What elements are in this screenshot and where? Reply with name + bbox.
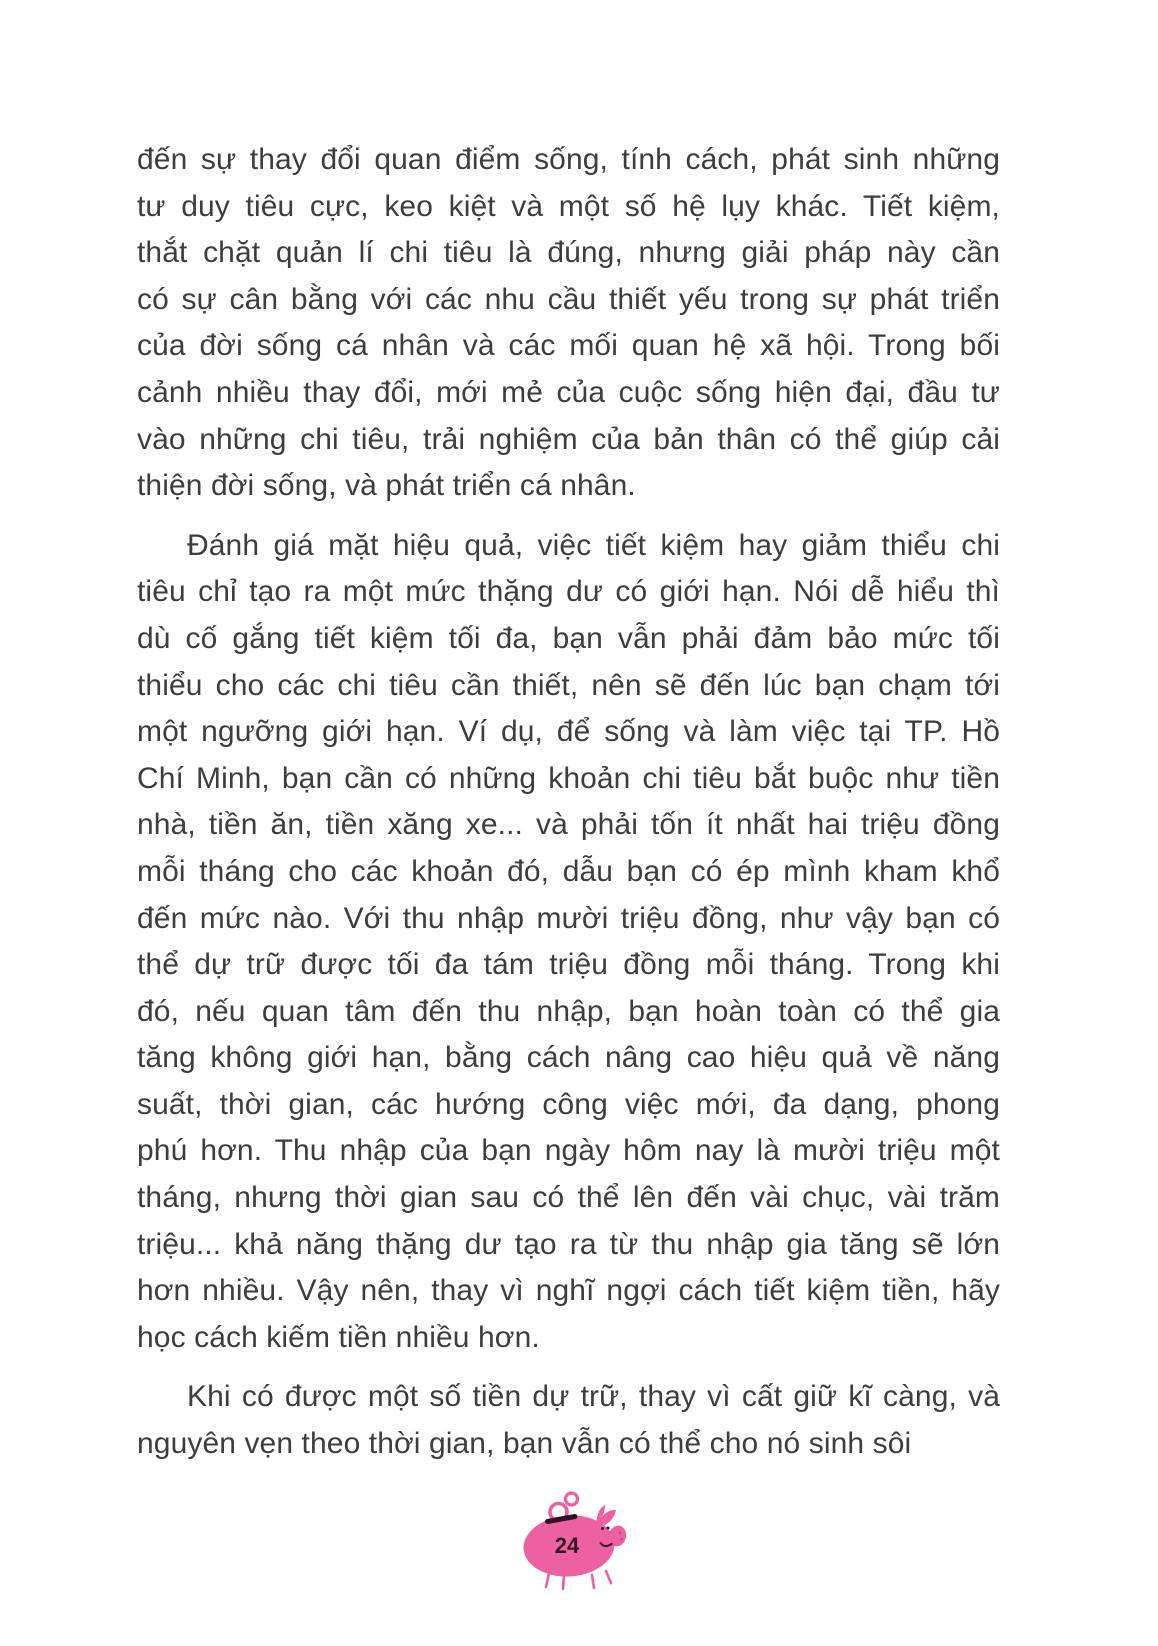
text-line: học cách kiếm tiền nhiều hơn. xyxy=(137,1320,540,1354)
text-line: tư duy tiêu cực, keo kiệt và một số hệ lụy khác. Tiết kiệm, xyxy=(137,189,1000,223)
text-line: phú hơn. Thu nhập của bạn ngày hôm nay là mười triệu một xyxy=(137,1134,1000,1168)
coin-icon xyxy=(566,1493,578,1505)
text-line: đến mức nào. Với thu nhập mười triệu đồng, như vậy bạn có xyxy=(137,901,1000,935)
paragraph xyxy=(137,523,1000,1362)
page-number-badge xyxy=(505,1483,640,1601)
text-line: đến sự thay đổi quan điểm sống, tính cách, phát sinh những xyxy=(137,143,1000,176)
text-line: thiện đời sống, và phát triển cá nhân. xyxy=(137,469,636,503)
text-line: của đời sống cá nhân và các mối quan hệ xã hội. Trong bối xyxy=(137,329,1000,363)
text-line: tháng, nhưng thời gian sau có thể lên đến vài chục, vài trăm xyxy=(137,1181,1000,1215)
text-line: Chí Minh, bạn cần có những khoản chi tiêu bắt buộc như tiền xyxy=(137,761,1000,795)
text-line: triệu... khả năng thặng dư tạo ra từ thu nhập gia tăng sẽ lớn xyxy=(137,1227,1000,1261)
piggy-bank-icon xyxy=(505,1483,640,1601)
paragraph xyxy=(137,1374,1000,1467)
text-line: mỗi tháng cho các khoản đó, dẫu bạn có ép mình kham khổ xyxy=(137,854,1000,888)
piggy-nostril xyxy=(620,1538,622,1540)
text-line: cảnh nhiều thay đổi, mới mẻ của cuộc sống hiện đại, đầu tư xyxy=(137,375,1000,409)
text-line: vào những chi tiêu, trải nghiệm của bản thân có thể giúp cải xyxy=(137,422,1000,456)
text-line: tiêu chỉ tạo ra một mức thặng dư có giới hạn. Nói dễ hiểu thì xyxy=(137,575,1000,609)
text-line: Khi có được một số tiền dự trữ, thay vì cất giữ kĩ càng, và xyxy=(187,1380,1000,1414)
text-line: Đánh giá mặt hiệu quả, việc tiết kiệm hay giảm thiểu chi xyxy=(187,528,1000,562)
body-text xyxy=(137,137,1000,1468)
piggy-eye xyxy=(601,1527,604,1530)
text-line: nguyên vẹn theo thời gian, bạn vẫn có thể cho nó sinh sôi xyxy=(137,1427,912,1461)
text-line: nhà, tiền ăn, tiền xăng xe... và phải tốn ít nhất hai triệu đồng xyxy=(137,808,1000,842)
piggy-nostril xyxy=(619,1532,621,1534)
text-line: có sự cân bằng với các nhu cầu thiết yếu trong sự phát triển xyxy=(137,282,1000,316)
text-line: một ngưỡng giới hạn. Ví dụ, để sống và làm việc tại TP. Hồ xyxy=(137,715,1000,749)
text-line: dù cố gắng tiết kiệm tối đa, bạn vẫn phải đảm bảo mức tối xyxy=(137,621,1000,655)
text-line: đó, nếu quan tâm đến thu nhập, bạn hoàn toàn có thể gia xyxy=(137,994,1000,1028)
text-line: thiểu cho các chi tiêu cần thiết, nên sẽ đến lúc bạn chạm tới xyxy=(137,668,1000,702)
text-line: thắt chặt quản lí chi tiêu là đúng, nhưng giải pháp này cần xyxy=(137,236,1000,270)
text-line: suất, thời gian, các hướng công việc mới, đa dạng, phong xyxy=(137,1087,1000,1121)
page-number: 24 xyxy=(554,1533,580,1558)
text-line: hơn nhiều. Vậy nên, thay vì nghĩ ngợi cách tiết kiệm tiền, hãy xyxy=(137,1274,1000,1308)
piggy-eye xyxy=(607,1527,610,1530)
text-line: thể dự trữ được tối đa tám triệu đồng mỗi tháng. Trong khi xyxy=(137,948,1000,982)
paragraph xyxy=(137,137,1000,510)
text-line: tăng không giới hạn, bằng cách nâng cao hiệu quả về năng xyxy=(137,1041,1000,1075)
